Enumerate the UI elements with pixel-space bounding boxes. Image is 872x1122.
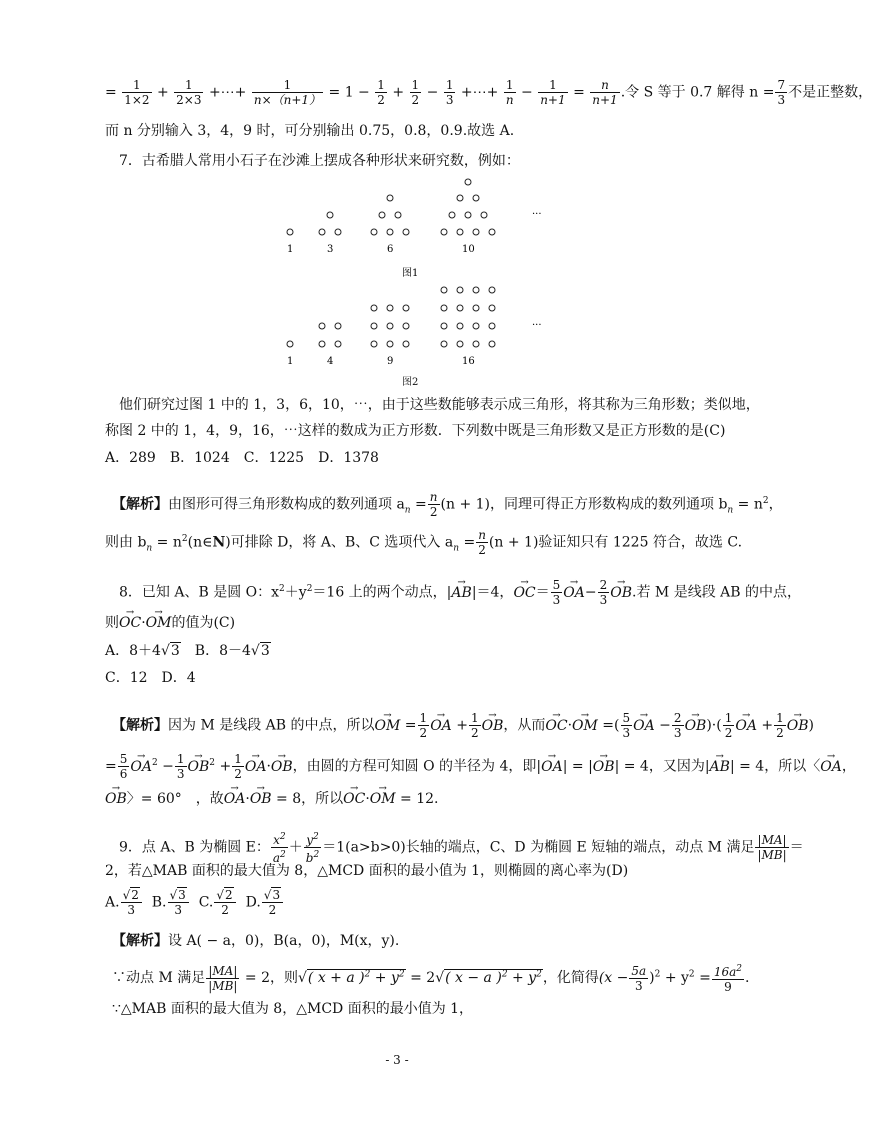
fraction: $\frac{n}{2}$ (478, 528, 486, 557)
page-number: - 3 - (385, 1053, 409, 1067)
dot (489, 287, 495, 293)
fraction: $\frac{|MA|}{|MB|}$ (757, 833, 787, 862)
dot (457, 323, 463, 329)
dot (335, 323, 341, 329)
label-9: 9 (387, 356, 394, 367)
fraction: $\frac{2}{3}$ (673, 711, 682, 740)
fraction: $\frac{x^2}{a^2}$ (272, 832, 286, 865)
fraction: $\frac{√2}{3}$ (121, 888, 142, 917)
q8-stem-line-2: 则→ OC·→ OM的值为(C) (105, 614, 235, 632)
fraction: $\frac{16a^2}{9}$ (713, 964, 743, 994)
ellipsis: ··· (532, 209, 542, 220)
q8-solution-line-2: = $\frac{5}{6}$ → $OA^2$ − $\frac{1}{3}$ → $OB^2$ + $\frac{1}{2}$ → OA·→ OB，由圆的方程可知圆 O 的半径为 4，即|→ OA| = |→ OB| = 4，又因为|→ AB| = 4，所以〈→ OA， (105, 752, 856, 781)
q9-stem-line-1: 9．点 A、B 为椭圆 E： $\frac{x^2}{a^2}$ ＋ $\frac{y^2}{b^2}$ ＝1(a>b>0)长轴的端点，C、D 为椭圆 E 短轴的端点，动点 M 满足 $\frac{|MA|}{|MB|}$ ＝ (119, 832, 804, 865)
q7-paragraph-2: 称图 2 中的 1，4，9，16，⋯这样的数成为正方形数．下列数中既是三角形数又是正方形数的是(C) (105, 423, 726, 439)
dot (319, 323, 325, 329)
series-sum-line: = $\frac{1}{1\times 2}$ + $\frac{1}{2\times 3}$ +⋯+ $\frac{1}{n\times(n+1)}$ = 1 − $\frac{1}{2}$ + $\frac{1}{2}$ − $\frac{1}{3}$ +⋯+ $\frac{1}{n}$ − $\frac{1}{n+1}$ = $\frac{n}{n+1}$ .令 S 等于 0.7 解得 n = $\frac{7}{3}$ 不是正整数， (105, 78, 872, 107)
figure2-square-dots (287, 287, 495, 347)
dot (457, 341, 463, 347)
dot (387, 305, 393, 311)
dot (473, 195, 479, 201)
dot (465, 179, 471, 185)
dot (403, 305, 409, 311)
dot (473, 323, 479, 329)
q9-stem-line-2: 2，若△MAB 面积的最大值为 8，△MCD 面积的最小值为 1，则椭圆的离心率为(D) (105, 863, 629, 879)
dot (457, 229, 463, 235)
dot (387, 195, 393, 201)
dot (387, 229, 393, 235)
fraction: $\frac{1}{n}$ (505, 78, 514, 107)
fraction: $\frac{7}{3}$ (777, 78, 786, 107)
fraction: $\frac{1}{2}$ (724, 711, 733, 740)
fraction: $\frac{1}{2}$ (470, 711, 479, 740)
dot (481, 212, 487, 218)
q7-solution-line-2: 则由 $b_n$ = $n^2(n\in N)$可排除 D，将 A、B、C 选项代入 $a_n$ = $\frac{n}{2}$ (n + 1)验证知只有 1225 符合，故选 C. (105, 528, 743, 557)
fraction: $\frac{n}{n+1}$ (592, 78, 618, 107)
q7-solution-line-1: 【解析】由图形可得三角形数构成的数列通项 $a_n$ = $\frac{n}{2}$ (n + 1)，同理可得正方形数构成的数列通项 $b_n = n^2$， (112, 490, 783, 519)
dot (473, 229, 479, 235)
dot (287, 341, 293, 347)
fraction: $\frac{1}{2}$ (377, 78, 385, 107)
fraction: $\frac{5}{3}$ (552, 578, 561, 607)
dot (327, 212, 333, 218)
dot (473, 341, 479, 347)
dot (371, 305, 377, 311)
fraction: $\frac{1}{n\times(n+1)}$ (253, 78, 322, 107)
q8-solution-line-3: → OB〉= 60° ，故→ OA·→ OB = 8，所以→ OC·→ OM = 12. (105, 790, 439, 808)
dot (441, 341, 447, 347)
dot (473, 305, 479, 311)
fraction: $\frac{1}{3}$ (176, 752, 185, 781)
q8-options-cd: C．12 D．4 (105, 670, 196, 686)
dot (441, 287, 447, 293)
label-4: 4 (327, 356, 334, 367)
figure1-triangular-dots (287, 179, 495, 235)
dot (441, 305, 447, 311)
answer-line: 而 n 分别输入 3，4，9 时，可分别输出 0.75，0.8，0.9.故选 A. (105, 123, 515, 139)
dot (379, 212, 385, 218)
fraction: $\frac{5a}{3}$ (631, 963, 647, 993)
fraction: $\frac{1}{2}$ (419, 711, 428, 740)
fraction: $\frac{5}{6}$ (119, 752, 128, 781)
q7-paragraph-1: 他们研究过图 1 中的 1，3，6，10，⋯，由于这些数能够表示成三角形，将其称为三角形数；类似地， (119, 397, 760, 413)
dot (387, 341, 393, 347)
label-3: 3 (327, 244, 334, 255)
fraction: $\frac{√3}{2}$ (262, 888, 283, 917)
dot (441, 323, 447, 329)
ellipsis: ··· (532, 320, 542, 331)
dot (319, 341, 325, 347)
dot (403, 323, 409, 329)
fraction: $\frac{n}{2}$ (429, 490, 438, 519)
dot (489, 229, 495, 235)
figure2-caption: 图2 (402, 377, 419, 388)
dot (489, 305, 495, 311)
dot (371, 323, 377, 329)
fraction: $\frac{1}{3}$ (445, 78, 454, 107)
fraction: $\frac{1}{n+1}$ (540, 78, 566, 107)
dot (449, 212, 455, 218)
dot (403, 341, 409, 347)
label-10: 10 (462, 244, 475, 255)
dot (395, 212, 401, 218)
dot (287, 229, 293, 235)
dot (371, 341, 377, 347)
dot (319, 229, 325, 235)
dot (489, 341, 495, 347)
dot (489, 323, 495, 329)
fraction: $\frac{5}{3}$ (622, 711, 631, 740)
dot (371, 229, 377, 235)
fraction: $\frac{1}{2}$ (411, 78, 420, 107)
figure1-caption: 图1 (402, 268, 419, 279)
dot (457, 287, 463, 293)
fraction: $\frac{1}{2}$ (776, 711, 784, 740)
q8-solution-line-1: 【解析】因为 M 是线段 AB 的中点，所以→ OM = $\frac{1}{2}$ → OA + $\frac{1}{2}$ → OB，从而→ OC·→ OM =( $\frac{5}{3}$ → OA − $\frac{2}{3}$ → OB)·( $\frac{1}{2}$ → OA + $\frac{1}{2}$ → OB) (112, 711, 814, 740)
q8-options-ab: A．8＋4√3 B．8－4√3 (105, 643, 270, 659)
dot (335, 341, 341, 347)
dot (465, 212, 471, 218)
dot (473, 287, 479, 293)
dot (457, 305, 463, 311)
dot (457, 195, 463, 201)
dot (335, 229, 341, 235)
fraction: $\frac{1}{1\times 2}$ (124, 78, 150, 107)
figure-dot-patterns (270, 180, 560, 380)
fraction: $\frac{y^2}{b^2}$ (305, 832, 320, 865)
dot (441, 229, 447, 235)
q7-options: A．289 B．1024 C．1225 D．1378 (105, 450, 379, 466)
fraction: $\frac{1}{2\times 3}$ (176, 78, 202, 107)
fraction: $\frac{1}{2}$ (234, 752, 242, 781)
dot (403, 229, 409, 235)
q8-stem-line-1: 8．已知 A、B 是圆 O：$x^2+y^2=16$ 上的两个动点，|→ AB|＝4，→ OC＝ $\frac{5}{3}$ → OA− $\frac{2}{3}$ → OB.若 M 是线段 AB 的中点， (119, 578, 801, 607)
dot (387, 323, 393, 329)
q9-options: A. $\frac{√2}{3}$ B. $\frac{√3}{3}$ C. $\frac{√2}{2}$ D. $\frac{√3}{2}$ (105, 888, 284, 917)
fraction: $\frac{√3}{3}$ (168, 888, 189, 917)
fraction: $\frac{2}{3}$ (599, 578, 608, 607)
label-6: 6 (387, 244, 394, 255)
label-16: 16 (462, 356, 475, 367)
fraction: $\frac{√2}{2}$ (214, 888, 235, 917)
q9-solution-line-3: ∵△MAB 面积的最大值为 8，△MCD 面积的最小值为 1， (112, 1001, 474, 1017)
q9-solution-line-2: ∵动点 M 满足 $\frac{|MA|}{|MB|}$ = 2，则√( x + a )$^2 + y^2 = 2√$( x − a )$^2 + y^2$，化简得(x − $\frac{5a}{3}$ )$^2 + y^2$ = $\frac{16a^2}{9}$ . (112, 963, 750, 994)
q7-stem: 7．古希腊人常用小石子在沙滩上摆成各种形状来研究数，例如： (119, 153, 520, 169)
q9-solution-line-1: 【解析】设 A( − a，0)，B(a，0)，M(x，y). (112, 933, 400, 949)
label-1: 1 (287, 356, 294, 367)
label-1: 1 (287, 244, 294, 255)
fraction: $\frac{|MA|}{|MB|}$ (208, 963, 238, 993)
